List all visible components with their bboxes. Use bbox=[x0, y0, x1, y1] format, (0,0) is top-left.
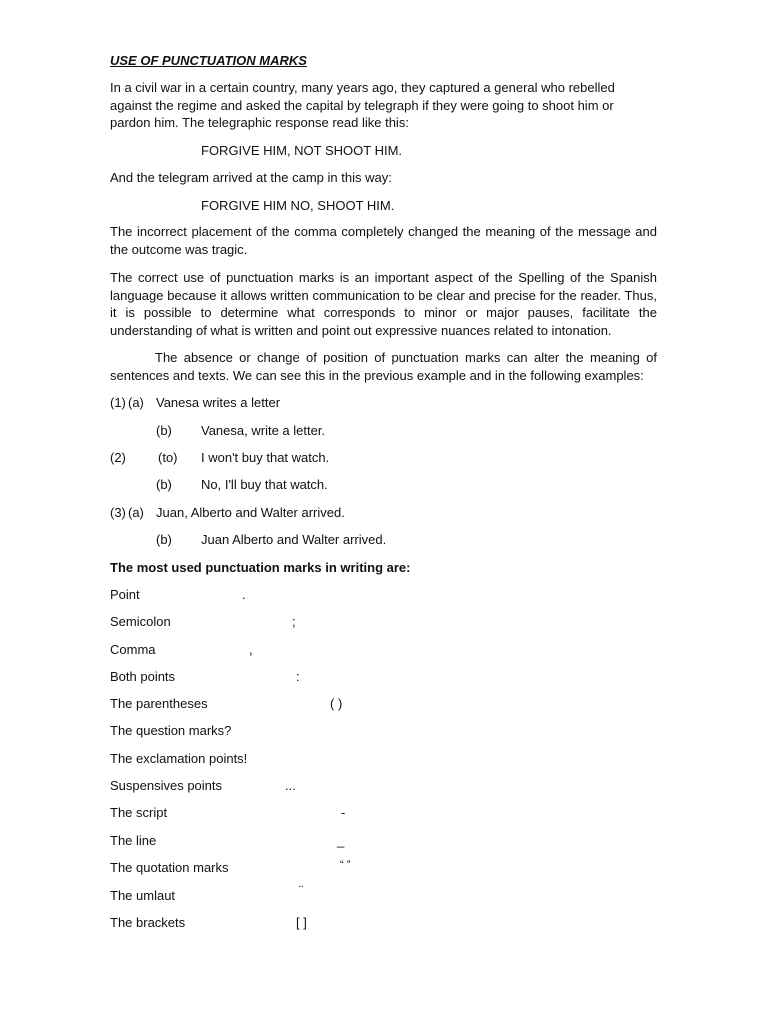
example-3a-text: Juan, Alberto and Walter arrived. bbox=[156, 505, 345, 520]
mark-symbol-brackets: [ ] bbox=[296, 915, 307, 930]
mark-symbol-line: _ bbox=[337, 833, 345, 848]
mark-symbol-semicolon: ; bbox=[292, 614, 296, 629]
example-1b-text: Vanesa, write a letter. bbox=[201, 423, 326, 438]
intro-paragraph: In a civil war in a certain country, many years ago, they captured a general who rebelled against the regime and asked the capital by telegraph if they were going to shoot him or pardon him. The telegraphic response read like this: bbox=[110, 80, 615, 130]
example-1-number: (1) bbox=[110, 395, 126, 410]
mark-name-script: The script bbox=[110, 805, 168, 820]
mark-name-exclamation-points: The exclamation points! bbox=[110, 751, 248, 766]
example-1a-label: (a) bbox=[128, 395, 144, 410]
example-3a-label: (a) bbox=[128, 505, 144, 520]
mark-name-colon: Both points bbox=[110, 669, 176, 684]
marks-list-heading: The most used punctuation marks in writing are: bbox=[110, 560, 411, 575]
telegram-sent: FORGIVE HIM, NOT SHOOT HIM. bbox=[201, 143, 403, 158]
mark-name-point: Point bbox=[110, 587, 140, 602]
mark-symbol-comma: , bbox=[249, 642, 253, 657]
arrival-paragraph: And the telegram arrived at the camp in this way: bbox=[110, 170, 392, 185]
mark-symbol-suspensive-points: ... bbox=[285, 778, 296, 793]
example-2a-label: (to) bbox=[158, 450, 178, 465]
mark-name-question-marks: The question marks? bbox=[110, 723, 232, 738]
mark-name-parentheses: The parentheses bbox=[110, 696, 208, 711]
example-2b-label: (b) bbox=[156, 477, 172, 492]
absence-paragraph: The absence or change of position of punctuation marks can alter the meaning of sentences and texts. We can see this in the previous example and in the following examples: bbox=[110, 350, 657, 383]
mark-name-comma: Comma bbox=[110, 642, 156, 657]
mark-name-semicolon: Semicolon bbox=[110, 614, 171, 629]
telegram-received: FORGIVE HIM NO, SHOOT HIM. bbox=[201, 198, 395, 213]
mark-symbol-umlaut: ¨ bbox=[299, 883, 304, 898]
example-3b-text: Juan Alberto and Walter arrived. bbox=[201, 532, 387, 547]
mark-name-brackets: The brackets bbox=[110, 915, 186, 930]
mark-name-umlaut: The umlaut bbox=[110, 888, 176, 903]
mark-symbol-colon: : bbox=[296, 669, 300, 684]
mark-name-quotation-marks: The quotation marks bbox=[110, 860, 229, 875]
mark-name-suspensive-points: Suspensives points bbox=[110, 778, 223, 793]
example-1b-label: (b) bbox=[156, 423, 172, 438]
example-3-number: (3) bbox=[110, 505, 126, 520]
mark-symbol-point: . bbox=[242, 587, 246, 602]
mark-symbol-script: - bbox=[341, 805, 346, 820]
example-2b-text: No, I'll buy that watch. bbox=[201, 477, 328, 492]
mark-symbol-quotation-marks: “ ” bbox=[340, 859, 351, 871]
mark-name-line: The line bbox=[110, 833, 157, 848]
importance-paragraph: The correct use of punctuation marks is an important aspect of the Spelling of the Spanish language because it allows written communication to be clear and precise for the reader. Thus, it is possible to determine what corresponds to minor or major pauses, facilitate the understanding of what is written and point out expressive nuances related to intonation. bbox=[110, 270, 657, 338]
example-3b-label: (b) bbox=[156, 532, 172, 547]
example-1a-text: Vanesa writes a letter bbox=[156, 395, 281, 410]
example-2a-text: I won't buy that watch. bbox=[201, 450, 330, 465]
example-2-number: (2) bbox=[110, 450, 126, 465]
document-title: USE OF PUNCTUATION MARKS bbox=[110, 53, 307, 68]
mark-symbol-parentheses: ( ) bbox=[330, 696, 343, 711]
outcome-paragraph: The incorrect placement of the comma completely changed the meaning of the message and the outcome was tragic. bbox=[110, 224, 657, 257]
